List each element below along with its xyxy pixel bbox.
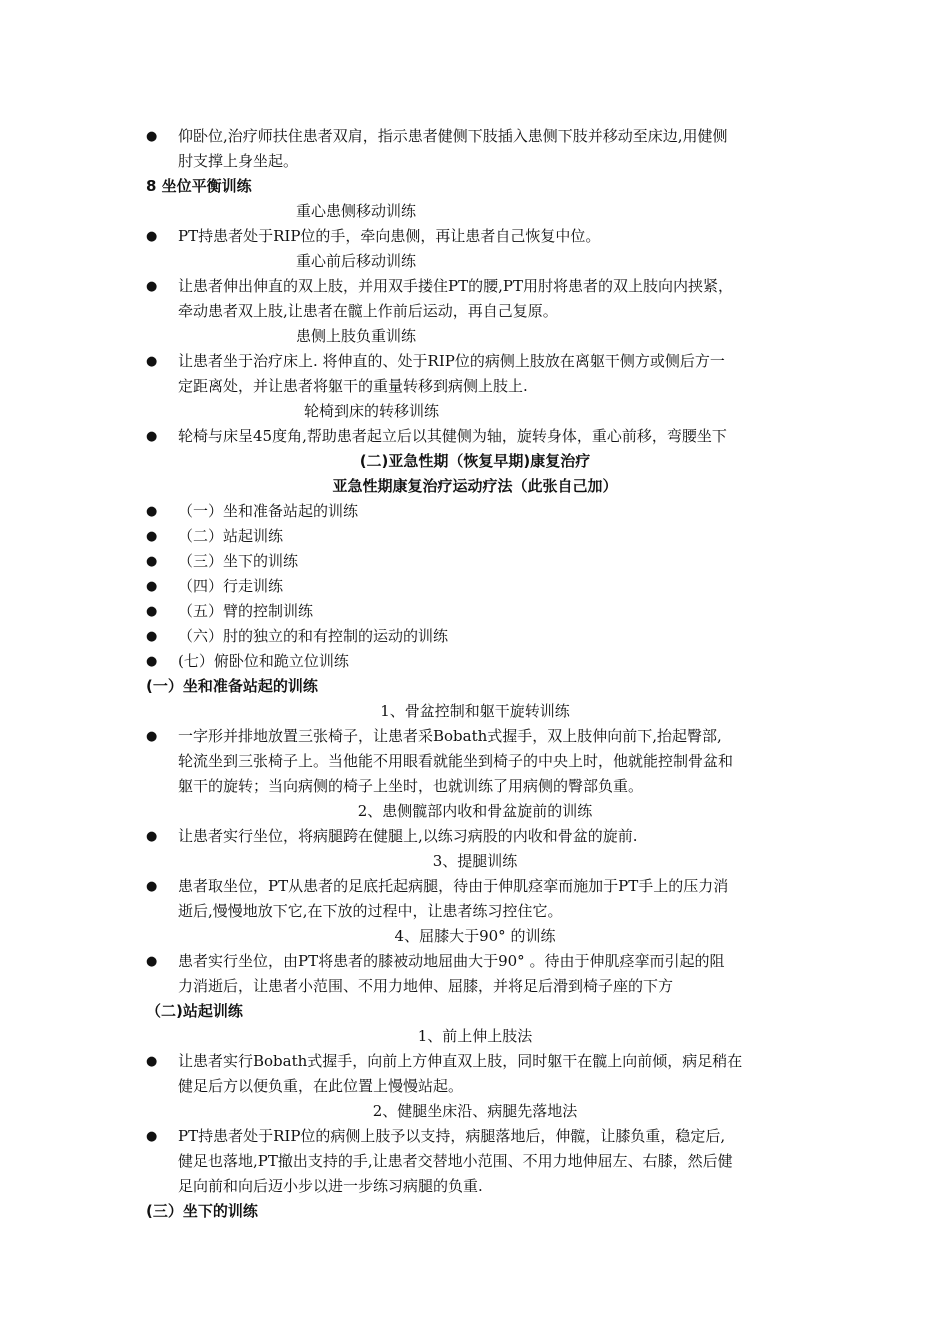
subsection-title: 1、骨盆控制和躯干旋转训练 [380, 702, 570, 720]
bullet-text: 患者实行坐位，由PT将患者的膝被动地屈曲大于90° 。待由于伸肌痉挛而引起的阻 [178, 952, 725, 970]
chapter-title: (二)亚急性期（恢复早期)康复治疗 [359, 452, 591, 470]
bullet-icon: ● [146, 1129, 158, 1144]
continuation-text: 定距离处，并让患者将躯干的重量转移到病侧上肢上. [178, 377, 528, 395]
bullet-text: 让患者实行坐位，将病腿跨在健腿上,以练习病股的内收和骨盆的旋前. [178, 827, 638, 845]
bullet-icon: ● [146, 629, 158, 644]
subsection-title: 1、前上伸上肢法 [417, 1027, 533, 1045]
bullet-icon: ● [146, 429, 158, 444]
subsection-title: 4、屈膝大于90° 的训练 [394, 927, 556, 945]
section-heading: （二)站起训练 [146, 1002, 243, 1020]
bullet-text: 轮椅与床呈45度角,帮助患者起立后以其健侧为轴，旋转身体，重心前移，弯腰坐下 [178, 427, 727, 445]
bullet-text: （三）坐下的训练 [178, 552, 299, 570]
bullet-icon: ● [146, 579, 158, 594]
bullet-icon: ● [146, 279, 158, 294]
chapter-subtitle: 亚急性期康复治疗运动疗法（此张自己加） [332, 477, 618, 495]
bullet-text: （二）站起训练 [178, 527, 284, 545]
bullet-text: 让患者实行Bobath式握手，向前上方伸直双上肢，同时躯干在髋上向前倾，病足稍在 [178, 1052, 743, 1070]
bullet-text: (七）俯卧位和跪立位训练 [178, 652, 349, 670]
section-heading: 8 坐位平衡训练 [146, 177, 252, 195]
continuation-text: 躯干的旋转；当向病侧的椅子上坐时，也就训练了用病侧的臀部负重。 [178, 777, 644, 795]
continuation-text: 力消逝后，让患者小范围、不用力地伸、屈膝，并将足后滑到椅子座的下方 [178, 977, 674, 995]
bullet-icon: ● [146, 954, 158, 969]
bullet-text: （一）坐和准备站起的训练 [178, 502, 359, 520]
continuation-text: 健足也落地,PT撤出支持的手,让患者交替地小范围、不用力地伸屈左、右膝，然后健 [178, 1152, 733, 1170]
bullet-icon: ● [146, 729, 158, 744]
bullet-icon: ● [146, 654, 158, 669]
bullet-text: 让患者伸出伸直的双上肢，并用双手搂住PT的腰,PT用肘将患者的双上肢向内挟紧， [178, 277, 733, 295]
bullet-icon: ● [146, 229, 158, 244]
bullet-text: 仰卧位,治疗师扶住患者双肩，指示患者健侧下肢插入患侧下肢并移动至床边,用健侧 [178, 127, 728, 145]
subsection-title: 3、提腿训练 [432, 852, 518, 870]
bullet-icon: ● [146, 354, 158, 369]
section-heading: (一）坐和准备站起的训练 [146, 677, 318, 695]
bullet-icon: ● [146, 504, 158, 519]
subtitle: 轮椅到床的转移训练 [304, 402, 440, 420]
bullet-text: （四）行走训练 [178, 577, 284, 595]
bullet-icon: ● [146, 604, 158, 619]
bullet-text: （五）臂的控制训练 [178, 602, 314, 620]
continuation-text: 足向前和向后迈小步以进一步练习病腿的负重. [178, 1177, 483, 1195]
bullet-text: PT持患者处于RIP位的手，牵向患侧，再让患者自己恢复中位。 [178, 227, 601, 245]
continuation-text: 逝后,慢慢地放下它,在下放的过程中，让患者练习控住它。 [178, 902, 563, 920]
continuation-text: 牵动患者双上肢,让患者在髋上作前后运动，再自己复原。 [178, 302, 558, 320]
continuation-text: 轮流坐到三张椅子上。当他能不用眼看就能坐到椅子的中央上时，他就能控制骨盆和 [178, 752, 734, 770]
bullet-text: 让患者坐于治疗床上. 将伸直的、处于RIP位的病侧上肢放在离躯干侧方或侧后方一 [178, 352, 725, 370]
bullet-icon: ● [146, 1054, 158, 1069]
subsection-title: 2、患侧髋部内收和骨盆旋前的训练 [357, 802, 593, 820]
continuation-text: 肘支撑上身坐起。 [178, 152, 299, 170]
bullet-text: （六）肘的独立的和有控制的运动的训练 [178, 627, 449, 645]
section-heading: (三）坐下的训练 [146, 1202, 258, 1220]
subtitle: 患侧上肢负重训练 [296, 327, 417, 345]
bullet-text: 一字形并排地放置三张椅子，让患者采Bobath式握手，双上肢伸向前下,抬起臀部, [178, 727, 722, 745]
subtitle: 重心患侧移动训练 [296, 202, 417, 220]
subsection-title: 2、健腿坐床沿、病腿先落地法 [372, 1102, 578, 1120]
bullet-icon: ● [146, 129, 158, 144]
bullet-icon: ● [146, 879, 158, 894]
bullet-icon: ● [146, 554, 158, 569]
continuation-text: 健足后方以便负重，在此位置上慢慢站起。 [178, 1077, 464, 1095]
subtitle: 重心前后移动训练 [296, 252, 417, 270]
bullet-text: 患者取坐位，PT从患者的足底托起病腿，待由于伸肌痉挛而施加于PT手上的压力消 [178, 877, 729, 895]
bullet-icon: ● [146, 829, 158, 844]
bullet-icon: ● [146, 529, 158, 544]
bullet-text: PT持患者处于RIP位的病侧上肢予以支持，病腿落地后，伸髋，让膝负重，稳定后, [178, 1127, 726, 1145]
